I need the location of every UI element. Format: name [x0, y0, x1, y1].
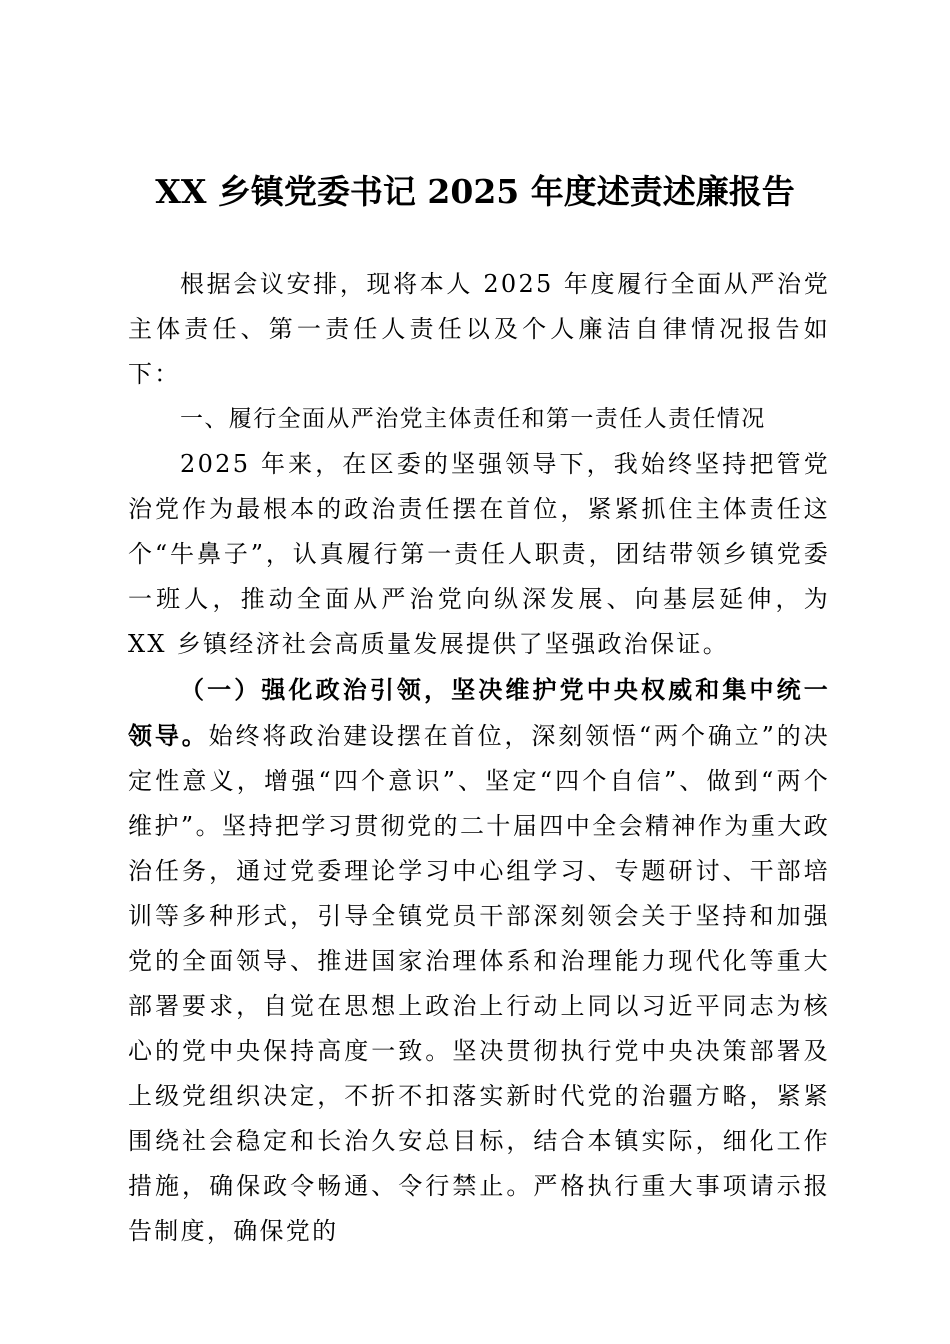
- document-title: XX 乡镇党委书记 2025 年度述责述廉报告: [155, 172, 795, 211]
- document-body: [128, 262, 830, 1254]
- section-1-paragraph: 2025 年来，在区委的坚强领导下，我始终坚持把管党治党作为最根本的政治责任摆在首位，紧紧抓住主体责任这个“牛鼻子”，认真履行第一责任人职责，团结带领乡镇党委一班人，推动全面从严治党向纵深发展、向基层延伸，为 XX 乡镇经济社会高质量发展提供了坚强政治保证。: [128, 450, 830, 658]
- subsection-1-paragraph: [128, 667, 830, 1254]
- section-1-heading: 一、履行全面从严治党主体责任和第一责任人责任情况: [180, 406, 766, 432]
- subsection-1-heading: （一）强化政治引领，坚决维护党中央权威和集中统一领导。: [128, 675, 830, 750]
- subsection-1-body: 始终将政治建设摆在首位，深刻领悟“两个确立”的决定性意义，增强“四个意识”、坚定“四个自信”、做到“两个维护”。坚持把学习贯彻党的二十届四中全会精神作为重大政治任务，通过党委理论学习中心组学习、专题研讨、干部培训等多种形式，引导全镇党员干部深刻领会关于坚持和加强党的全面领导、推进国家治理体系和治理能力现代化等重大部署要求，自觉在思想上政治上行动上同以习近平同志为核心的党中央保持高度一致。坚决贯彻执行党中央决策部署及上级党组织决定，不折不扣落实新时代党的治疆方略，紧紧围绕社会稳定和长治久安总目标，结合本镇实际，细化工作措施，确保政令畅通、令行禁止。严格执行重大事项请示报告制度，确保党的: [128, 722, 830, 1245]
- intro-paragraph: 根据会议安排，现将本人 2025 年度履行全面从严治党主体责任、第一责任人责任以及个人廉洁自律情况报告如下：: [128, 270, 830, 388]
